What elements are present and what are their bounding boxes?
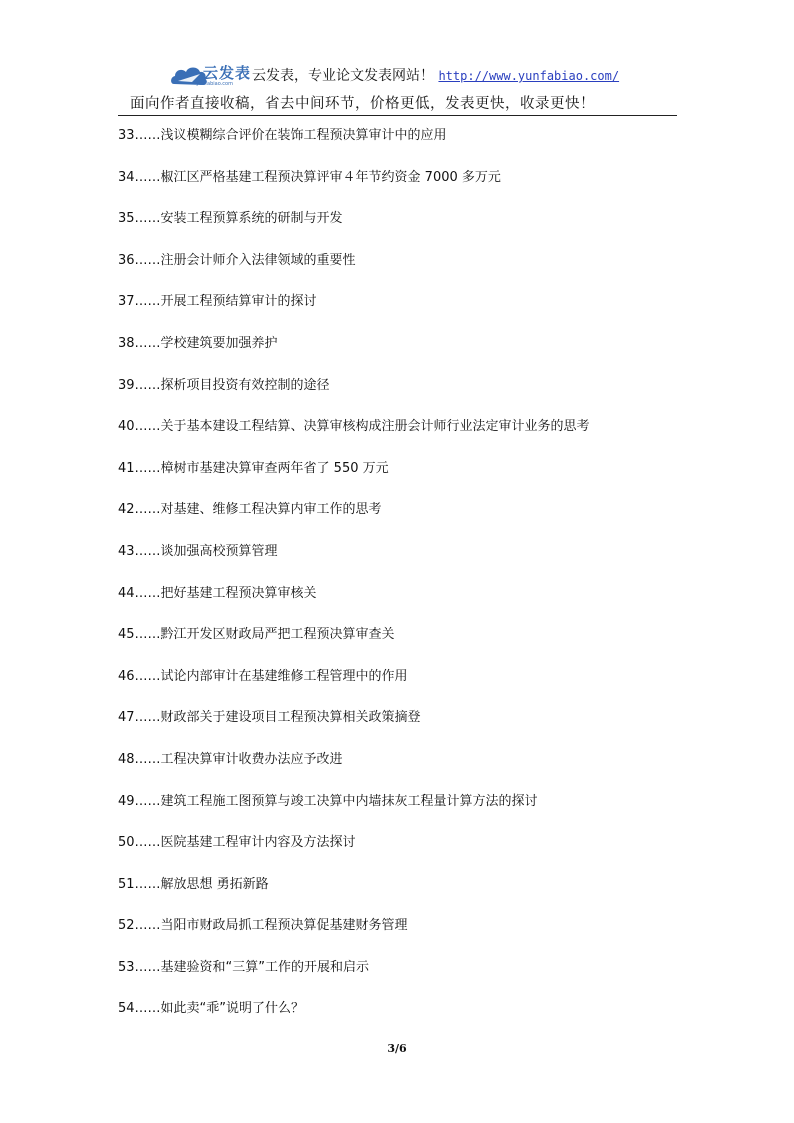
list-item: 39……探析项目投资有效控制的途径 <box>118 377 330 393</box>
site-url-link[interactable]: http://www.yunfabiao.com/ <box>438 69 620 83</box>
list-item: 52……当阳市财政局抓工程预决算促基建财务管理 <box>118 918 408 934</box>
list-item: 48……工程决算审计收费办法应予改进 <box>118 751 343 767</box>
list-item: 37……开展工程预结算审计的探讨 <box>118 294 317 310</box>
list-item: 34……椒江区严格基建工程预决算评审４年节约资金 7000 多万元 <box>118 169 501 185</box>
list-item: 49……建筑工程施工图预算与竣工决算中内墙抹灰工程量计算方法的探讨 <box>118 793 538 809</box>
site-name: 云发表，专业论文发表网站！ <box>252 68 434 84</box>
list-item: 41……樟树市基建决算审查两年省了 550 万元 <box>118 460 389 476</box>
list-item: 44……把好基建工程预决算审核关 <box>118 585 317 601</box>
list-item: 46……试论内部审计在基建维修工程管理中的作用 <box>118 668 408 684</box>
list-item: 42……对基建、维修工程决算内审工作的思考 <box>118 502 382 518</box>
list-item: 38……学校建筑要加强养护 <box>118 335 278 351</box>
list-item: 35……安装工程预算系统的研制与开发 <box>118 211 343 227</box>
list-item: 43……谈加强高校预算管理 <box>118 543 278 559</box>
logo-text: 云发表 <box>203 64 252 82</box>
list-item: 50……医院基建工程审计内容及方法探讨 <box>118 835 356 851</box>
list-item: 53……基建验资和“三算”工作的开展和启示 <box>118 959 370 975</box>
slogan: 面向作者直接收稿，省去中间环节，价格更低，发表更快，收录更快！ <box>130 96 595 112</box>
header-divider <box>118 115 677 116</box>
logo-subtext: yunfabiao.com <box>196 81 233 87</box>
site-line <box>252 65 619 85</box>
list-item: 36……注册会计师介入法律领域的重要性 <box>118 252 356 268</box>
list-item: 47……财政部关于建设项目工程预决算相关政策摘登 <box>118 710 421 726</box>
page-number: 3/6 <box>387 1042 407 1055</box>
list-item: 33……浅议模糊综合评价在装饰工程预决算审计中的应用 <box>118 128 447 143</box>
list-item: 40……关于基本建设工程结算、决算审核构成注册会计师行业法定审计业务的思考 <box>118 419 590 435</box>
article-list <box>118 125 590 1040</box>
list-item: 54……如此卖“乖”说明了什么？ <box>118 1001 305 1017</box>
list-item: 45……黔江开发区财政局严把工程预决算审查关 <box>118 627 395 643</box>
list-item: 51……解放思想 勇拓新路 <box>118 876 269 892</box>
page-header <box>0 56 794 116</box>
